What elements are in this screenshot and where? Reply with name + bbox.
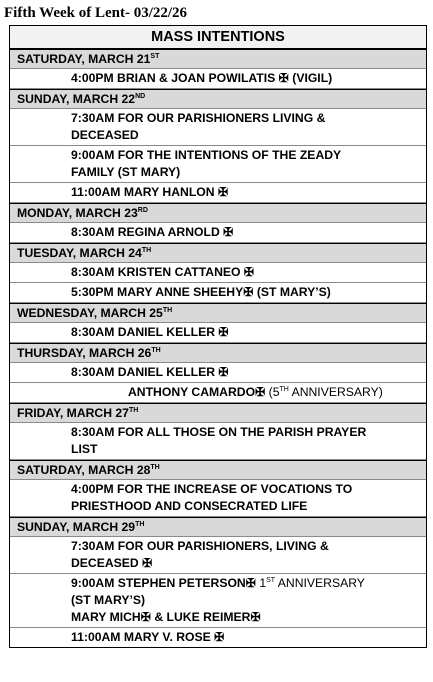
mass-entry xyxy=(10,69,426,89)
mass-entry xyxy=(10,109,426,146)
entry-line: 8:30AM DANIEL KELLER ✠ xyxy=(71,325,229,339)
note-prefix: (5 xyxy=(265,385,280,399)
entry-line: 4:00PM BRIAN & JOAN POWILATIS ✠ (VIGIL) xyxy=(71,71,333,85)
entry-line: LIST xyxy=(71,442,98,456)
day-label: SUNDAY, MARCH 22 xyxy=(17,92,136,106)
mass-entry xyxy=(10,363,426,383)
anniversary-note xyxy=(265,385,383,399)
table-title: MASS INTENTIONS xyxy=(10,26,426,49)
entry-line: 7:30AM FOR OUR PARISHIONERS, LIVING & xyxy=(71,539,329,553)
day-label: SATURDAY, MARCH 21 xyxy=(17,52,151,66)
entry-line: DECEASED xyxy=(71,128,139,142)
entry-line: 8:30AM FOR ALL THOSE ON THE PARISH PRAYER xyxy=(71,425,367,439)
day-header-tuesday-24 xyxy=(10,243,426,263)
day-header-friday-27 xyxy=(10,403,426,423)
day-header-wednesday-25 xyxy=(10,303,426,323)
day-label: MONDAY, MARCH 23 xyxy=(17,206,138,220)
entry-line: 9:00AM FOR THE INTENTIONS OF THE ZEADY xyxy=(71,148,342,162)
page-title: Fifth Week of Lent- 03/22/26 xyxy=(4,5,188,21)
entry-line: 7:30AM FOR OUR PARISHIONERS LIVING & xyxy=(71,111,326,125)
mass-entry xyxy=(10,628,426,647)
mass-entry xyxy=(10,537,426,574)
entry-line: 4:00PM FOR THE INCREASE OF VOCATIONS TO xyxy=(71,482,353,496)
day-ordinal: TH xyxy=(128,407,139,414)
day-header-sunday-29 xyxy=(10,517,426,537)
day-ordinal: TH xyxy=(141,247,152,254)
mass-entry xyxy=(10,574,426,628)
note-ordinal: ST xyxy=(266,577,276,584)
mass-entry xyxy=(10,383,426,403)
day-ordinal: ST xyxy=(150,53,160,60)
entry-line: FAMILY (ST MARY) xyxy=(71,165,181,179)
day-ordinal: TH xyxy=(151,347,161,354)
day-header-saturday-28 xyxy=(10,460,426,480)
entry-line: PRIESTHOOD AND CONSECRATED LIFE xyxy=(71,499,308,513)
day-header-sunday-22 xyxy=(10,89,426,109)
day-label: THURSDAY, MARCH 26 xyxy=(17,346,152,360)
mass-entry xyxy=(10,283,426,303)
day-label: TUESDAY, MARCH 24 xyxy=(17,246,142,260)
day-label: FRIDAY, MARCH 27 xyxy=(17,406,129,420)
entry-line: 8:30AM REGINA ARNOLD ✠ xyxy=(71,225,234,239)
day-label: SATURDAY, MARCH 28 xyxy=(17,463,151,477)
entry-name: 9:00AM STEPHEN PETERSON✠ xyxy=(71,576,260,590)
mass-entry xyxy=(10,480,426,517)
day-ordinal: TH xyxy=(162,307,173,314)
mass-entry xyxy=(10,183,426,203)
mass-entry xyxy=(10,323,426,343)
entry-line: 11:00AM MARY HANLON ✠ xyxy=(71,185,229,199)
note-suffix: ANNIVERSARY) xyxy=(288,385,383,399)
entry-line: DECEASED ✠ xyxy=(71,556,153,570)
mass-entry xyxy=(10,263,426,283)
day-header-monday-23 xyxy=(10,203,426,223)
day-ordinal: ND xyxy=(135,93,146,100)
mass-entry xyxy=(10,223,426,243)
day-header-thursday-26 xyxy=(10,343,426,363)
day-label: WEDNESDAY, MARCH 25 xyxy=(17,306,163,320)
entry-line: MARY MICH✠ & LUKE REIMER✠ xyxy=(71,610,261,624)
anniversary-note xyxy=(259,576,365,590)
note-suffix: ANNIVERSARY xyxy=(275,576,365,590)
entry-line: 8:30AM DANIEL KELLER ✠ xyxy=(71,365,229,379)
day-header-saturday-21 xyxy=(10,49,426,69)
entry-line xyxy=(71,575,420,592)
entry-line: 8:30AM KRISTEN CATTANEO ✠ xyxy=(71,265,255,279)
note-number: 1 xyxy=(259,576,267,590)
mass-intentions-table xyxy=(9,25,427,648)
note-ordinal: TH xyxy=(279,386,289,393)
mass-entry xyxy=(10,423,426,460)
day-ordinal: TH xyxy=(135,521,145,528)
mass-entry xyxy=(10,146,426,183)
day-ordinal: TH xyxy=(150,464,160,471)
entry-line: 11:00AM MARY V. ROSE ✠ xyxy=(71,630,225,644)
day-label: SUNDAY, MARCH 29 xyxy=(17,520,136,534)
entry-line: 5:30PM MARY ANNE SHEEHY✠ (ST MARY’S) xyxy=(71,285,331,299)
entry-name: ANTHONY CAMARDO✠ xyxy=(128,385,266,399)
day-ordinal: RD xyxy=(137,207,148,214)
entry-line: (ST MARY’S) xyxy=(71,593,146,607)
